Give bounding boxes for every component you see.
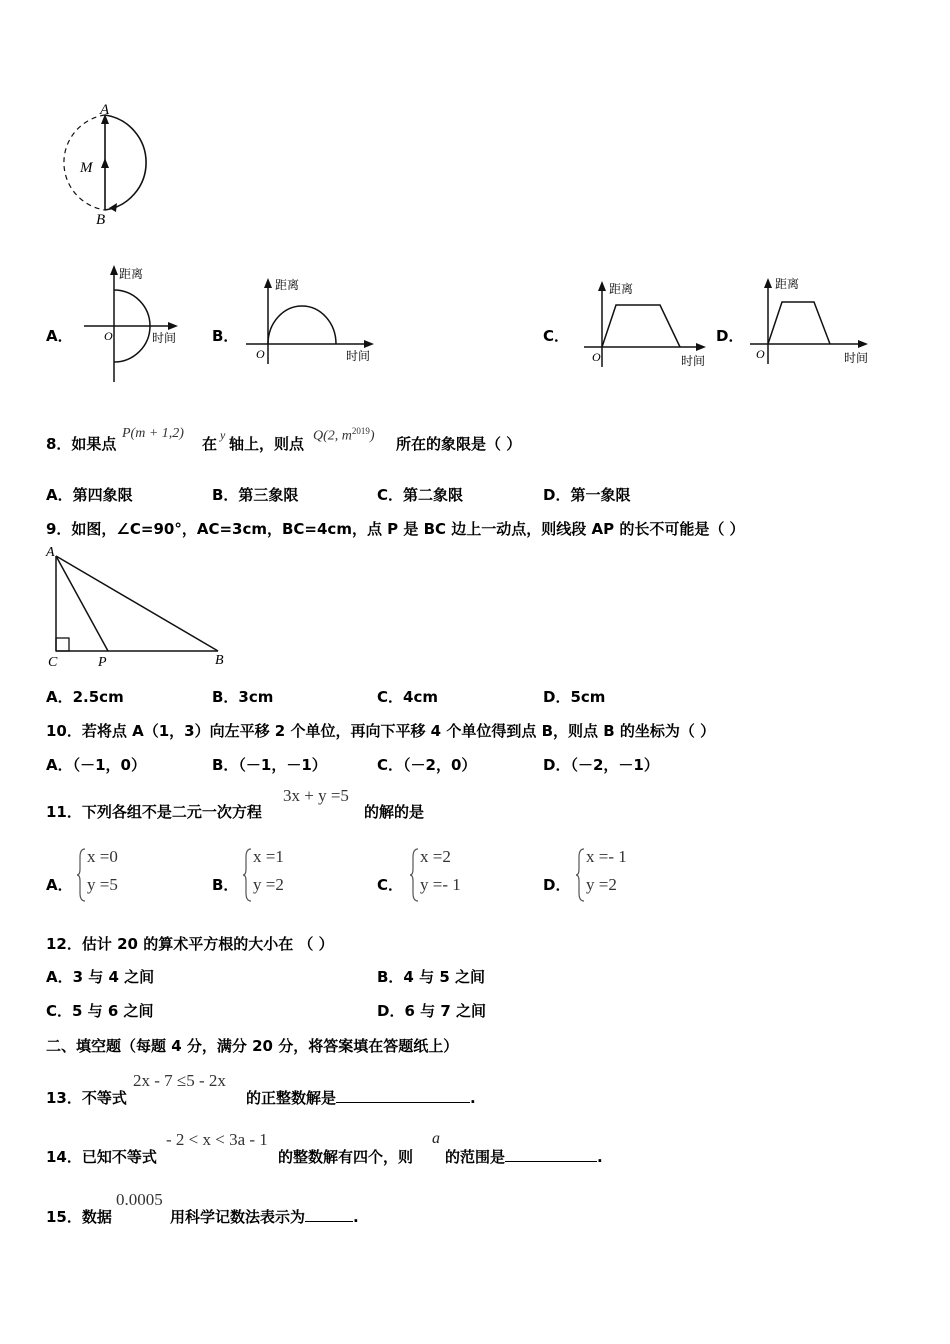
graph-option-b bbox=[240, 272, 380, 367]
q8-option-b[interactable]: B．第三象限 bbox=[212, 486, 299, 504]
equation-line-2: y =2 bbox=[253, 875, 284, 894]
question-15-number: 0.0005 bbox=[116, 1190, 163, 1209]
section-2-title: 二、填空题（每题 4 分，满分 20 分，将答案填在答题纸上） bbox=[46, 1037, 459, 1055]
circle-motion-diagram bbox=[50, 100, 160, 230]
question-11-text-2: 的解的是 bbox=[364, 803, 425, 821]
q8-option-a[interactable]: A．第四象限 bbox=[46, 486, 133, 504]
q10-option-d[interactable]: D．（－2，－1） bbox=[543, 756, 659, 774]
origin-label: O bbox=[104, 329, 113, 343]
q12-option-c[interactable]: C．5 与 6 之间 bbox=[46, 1002, 154, 1020]
question-9-text: 9．如图，∠C=90°，AC=3cm，BC=4cm，点 P 是 BC 边上一动点，则线段 AP 的长不可能是（ ） bbox=[46, 520, 745, 538]
question-8-text-2: 在 bbox=[202, 435, 218, 453]
equation-line-2: y =- 1 bbox=[420, 875, 461, 894]
q11-option-c-system[interactable] bbox=[410, 847, 500, 905]
question-8-text-4: 所在的象限是（ ） bbox=[396, 435, 522, 453]
q12-option-d[interactable]: D．6 与 7 之间 bbox=[377, 1002, 486, 1020]
x-axis-label: 时间 bbox=[681, 354, 706, 368]
vertex-c: C bbox=[48, 655, 58, 670]
y-axis-label: 距离 bbox=[609, 282, 634, 296]
q11-option-a-system[interactable] bbox=[77, 847, 157, 905]
q10-option-b[interactable]: B．（－1，－1） bbox=[212, 756, 327, 774]
question-14-var-a: a bbox=[432, 1130, 440, 1147]
q8-option-d[interactable]: D．第一象限 bbox=[543, 486, 631, 504]
option-d-letter: D． bbox=[716, 327, 744, 345]
option-b-letter: B． bbox=[212, 327, 239, 345]
question-12-text: 12．估计 20 的算术平方根的大小在 （ ） bbox=[46, 935, 334, 953]
question-11-text-1: 11．下列各组不是二元一次方程 bbox=[46, 803, 262, 821]
equation-line-2: y =2 bbox=[586, 875, 617, 894]
question-15-text-1: 15．数据 bbox=[46, 1208, 112, 1226]
equation-line-1: x =1 bbox=[253, 847, 284, 866]
q11-option-c-letter[interactable]: C． bbox=[377, 876, 404, 894]
question-13-text-2: 的正整数解是 . bbox=[246, 1089, 476, 1107]
vertex-b: B bbox=[215, 653, 224, 668]
triangle-figure bbox=[40, 542, 240, 670]
q8-option-c[interactable]: C．第二象限 bbox=[377, 486, 464, 504]
question-13-inequality: 2x - 7 ≤5 - 2x bbox=[133, 1071, 226, 1090]
q9-option-a[interactable]: A．2.5cm bbox=[46, 688, 124, 706]
q9-option-d[interactable]: D．5cm bbox=[543, 688, 606, 706]
graph-option-d bbox=[744, 272, 874, 367]
brace-icon bbox=[410, 847, 420, 903]
answer-blank[interactable] bbox=[336, 1088, 470, 1103]
answer-blank[interactable] bbox=[305, 1207, 353, 1222]
y-axis-label: 距离 bbox=[775, 277, 800, 291]
question-11-equation: 3x + y =5 bbox=[283, 786, 349, 805]
equation-line-2: y =5 bbox=[87, 875, 118, 894]
q11-option-b-letter[interactable]: B． bbox=[212, 876, 239, 894]
answer-blank[interactable] bbox=[505, 1147, 597, 1162]
origin-label: O bbox=[756, 347, 765, 361]
question-15-text-2: 用科学记数法表示为 . bbox=[170, 1208, 359, 1226]
brace-icon bbox=[576, 847, 586, 903]
label-m: M bbox=[80, 160, 93, 176]
x-axis-label: 时间 bbox=[844, 351, 869, 365]
q11-option-a-letter[interactable]: A． bbox=[46, 876, 73, 894]
q11-option-b-system[interactable] bbox=[243, 847, 323, 905]
option-a-letter: A． bbox=[46, 327, 73, 345]
q11-option-d-system[interactable] bbox=[576, 847, 666, 905]
vertex-a: A bbox=[46, 545, 55, 560]
label-b: B bbox=[96, 212, 106, 228]
equation-line-1: x =0 bbox=[87, 847, 118, 866]
question-10-text: 10．若将点 A（1，3）向左平移 2 个单位，再向下平移 4 个单位得到点 B，则点 B 的坐标为（ ） bbox=[46, 722, 716, 740]
question-14-text-1: 14．已知不等式 bbox=[46, 1148, 157, 1166]
q11-option-d-letter[interactable]: D． bbox=[543, 876, 571, 894]
q10-option-a[interactable]: A．（－1，0） bbox=[46, 756, 146, 774]
q10-option-c[interactable]: C．（－2，0） bbox=[377, 756, 477, 774]
y-axis-label: 距离 bbox=[275, 278, 300, 292]
q9-option-b[interactable]: B．3cm bbox=[212, 688, 274, 706]
question-8-point-q: Q(2, $m^{2019}$) bbox=[313, 426, 375, 444]
brace-icon bbox=[77, 847, 87, 903]
question-8-y-var: y bbox=[220, 428, 226, 442]
option-c-letter: C． bbox=[543, 327, 570, 345]
x-axis-label: 时间 bbox=[346, 349, 371, 363]
q9-option-c[interactable]: C．4cm bbox=[377, 688, 438, 706]
question-8-text-1: 8．如果点 bbox=[46, 435, 117, 453]
equation-line-1: x =- 1 bbox=[586, 847, 627, 866]
graph-option-a bbox=[80, 262, 190, 384]
question-14-inequality: - 2 < x < 3a - 1 bbox=[166, 1130, 268, 1149]
label-a: A bbox=[100, 102, 110, 118]
brace-icon bbox=[243, 847, 253, 903]
q12-option-a[interactable]: A．3 与 4 之间 bbox=[46, 968, 155, 986]
q12-option-b[interactable]: B．4 与 5 之间 bbox=[377, 968, 485, 986]
x-axis-label: 时间 bbox=[152, 331, 177, 345]
origin-label: O bbox=[256, 347, 265, 361]
equation-line-1: x =2 bbox=[420, 847, 451, 866]
y-axis-label: 距离 bbox=[119, 267, 144, 281]
question-8-point-p: P(m + 1,2) bbox=[122, 426, 184, 441]
graph-option-c bbox=[578, 275, 713, 370]
point-p: P bbox=[98, 655, 107, 670]
question-14-text-2: 的整数解有四个，则 bbox=[278, 1148, 414, 1166]
question-13-text-1: 13．不等式 bbox=[46, 1089, 127, 1107]
question-14-text-3: 的范围是 . bbox=[445, 1148, 603, 1166]
origin-label: O bbox=[592, 350, 601, 364]
question-8-text-3: 轴上，则点 bbox=[229, 435, 305, 453]
